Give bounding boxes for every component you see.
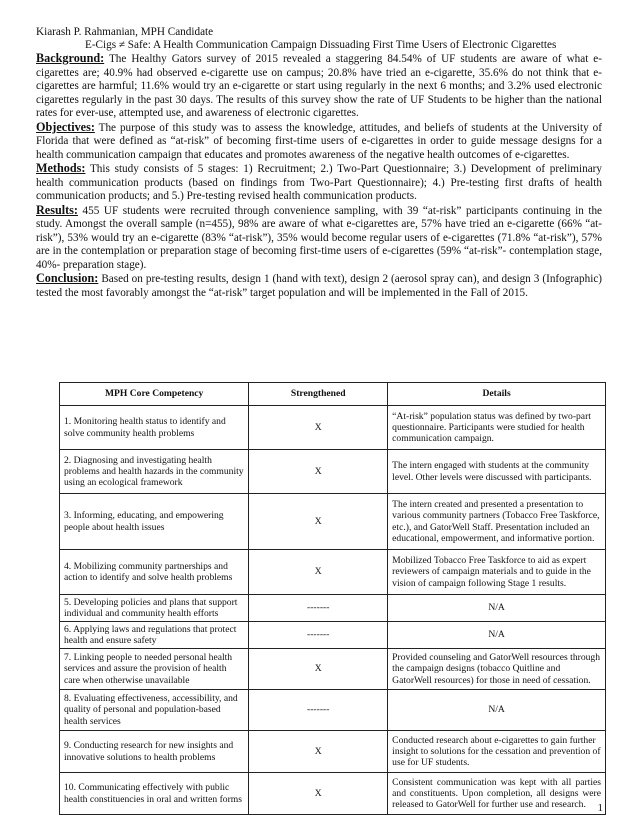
strengthened-cell: X	[249, 406, 388, 450]
results-label: Results:	[36, 202, 78, 217]
details-cell: N/A	[388, 690, 606, 731]
details-cell: The intern created and presented a presentation to various community partners (Tobacco Free Taskforce, etc.), and GatorWell Staff. Presentation included an educational, empowerment, and informative portion.	[388, 494, 606, 550]
strengthened-cell: X	[249, 494, 388, 550]
competency-cell: 8. Evaluating effectiveness, accessibility, and quality of personal and population-based health services	[60, 690, 249, 731]
details-cell: Consistent communication was kept with all parties and constituents. Upon completion, all designs were released to GatorWell for further use and research.	[388, 773, 606, 815]
strengthened-cell: X	[249, 773, 388, 815]
header-competency: MPH Core Competency	[60, 383, 249, 406]
strengthened-cell: X	[249, 731, 388, 773]
methods-label: Methods:	[36, 161, 86, 175]
background-text: The Healthy Gators survey of 2015 revealed a staggering 84.54% of UF students are aware of what e-cigarettes are; 40.9% had observed e-cigarette use on campus; 20.8% have tried an e-cigarette, 35.6% do not think that e-cigarettes are harmful; 11.6% would try an e-cigarette or start using regularly in the next 6 months; and 3.2% used electronic cigarettes regularly in the past 30 days. The results of this survey show the rate of UF Students to be higher than the national rates for ever-use, attempted use, and awareness of electronic cigarettes.	[36, 53, 602, 119]
competency-cell: 4. Mobilizing community partnerships and action to identify and solve health problems	[60, 550, 249, 595]
table-row	[60, 450, 606, 494]
conclusion-text: Based on pre-testing results, design 1 (hand with text), design 2 (aerosol spray can), and design 3 (Infographic) tested the most favorably amongst the “at-risk” target population and will be implemented in the Fall of 2015.	[36, 273, 603, 299]
competency-cell: 2. Diagnosing and investigating health problems and health hazards in the community using an ecological framework	[60, 450, 249, 494]
table-row	[60, 773, 606, 815]
table-row	[60, 731, 606, 773]
details-cell: “At-risk” population status was defined by two-part questionnaire. Participants were studied for health communication campaign.	[388, 406, 606, 450]
strengthened-cell: -------	[249, 622, 388, 649]
conclusion-paragraph	[36, 272, 602, 300]
table-row	[60, 690, 606, 731]
title-line: E-Cigs ≠ Safe: A Health Communication Campaign Dissuading First Time Users of Electronic Cigarettes	[85, 39, 557, 51]
strengthened-cell: X	[249, 550, 388, 595]
objectives-text: The purpose of this study was to assess the knowledge, attitudes, and beliefs of students at the University of Florida that were defined as “at-risk” of becoming first-time users of e-cigarettes in order to guide message designs for a health communication campaign that educates and promotes awareness of the negative health outcomes of e-cigarettes.	[36, 121, 602, 161]
details-cell: Provided counseling and GatorWell resources through the campaign designs (tobacco Quitline and GatorWell resources) for those in need of cessation.	[388, 649, 606, 690]
details-cell: N/A	[388, 595, 606, 622]
objectives-paragraph	[36, 121, 602, 163]
table-row	[60, 406, 606, 450]
strengthened-cell: X	[249, 450, 388, 494]
results-text: 455 UF students were recruited through convenience sampling, with 39 “at-risk” participants continuing in the study. Amongst the overall sample (n=455), 98% are aware of what e-cigarettes are, 57% have tried an e-cigarette (66% “at-risk”), 53% would try an e-cigarette (83% “at-risk”), 35% would become regular users of e-cigarettes (71.8% “at-risk”), 57% are in the contemplation or preparation stage of becoming first-time users of e-cigarettes (59% “at-risk”- contemplation stage, 40%- preparation stage).	[36, 204, 603, 271]
strengthened-cell: -------	[249, 595, 388, 622]
document-header	[36, 26, 556, 52]
table-row	[60, 595, 606, 622]
competency-cell: 6. Applying laws and regulations that protect health and ensure safety	[60, 622, 249, 649]
competency-cell: 1. Monitoring health status to identify and solve community health problems	[60, 406, 249, 450]
strengthened-cell: -------	[249, 690, 388, 731]
objectives-label: Objectives:	[36, 119, 95, 134]
table-row	[60, 622, 606, 649]
details-cell: Conducted research about e-cigarettes to gain further insight to solutions for the cessation and prevention of use for UF students.	[388, 731, 606, 773]
header-details: Details	[388, 383, 606, 406]
table-row	[60, 494, 606, 550]
conclusion-label: Conclusion:	[36, 271, 99, 285]
competency-cell: 10. Communicating effectively with public health constituencies in oral and written forms	[60, 773, 249, 815]
background-label: Background:	[36, 51, 105, 65]
page-number: 1	[597, 802, 603, 814]
methods-paragraph	[36, 162, 602, 204]
background-paragraph	[36, 52, 602, 121]
competency-cell: 5. Developing policies and plans that support individual and community health efforts	[60, 595, 249, 622]
methods-text: This study consists of 5 stages: 1) Recruitment; 2.) Two-Part Questionnaire; 3.) Development of preliminary health communication products (based on findings from Two-Part Questionnaire); 4.) Pre-testing first drafts of health communication products; and 5.) Pre-testing revised health communication products.	[36, 163, 602, 202]
competency-cell: 7. Linking people to needed personal health services and assure the provision of health care when otherwise unavailable	[60, 649, 249, 690]
details-cell: N/A	[388, 622, 606, 649]
competency-table	[59, 382, 606, 815]
abstract	[36, 52, 602, 300]
table-header-row	[60, 383, 606, 406]
header-strengthened: Strengthened	[249, 383, 388, 406]
table-row	[60, 550, 606, 595]
table-row	[60, 649, 606, 690]
details-cell: The intern engaged with students at the community level. Other levels were discussed with participants.	[388, 450, 606, 494]
details-cell: Mobilized Tobacco Free Taskforce to aid as expert reviewers of campaign materials and to guide in the vision of campaign following Stage 1 results.	[388, 550, 606, 595]
strengthened-cell: X	[249, 649, 388, 690]
results-paragraph	[36, 204, 602, 273]
competency-cell: 3. Informing, educating, and empowering people about health issues	[60, 494, 249, 550]
author-line: Kiarash P. Rahmanian, MPH Candidate	[36, 26, 214, 38]
competency-cell: 9. Conducting research for new insights and innovative solutions to health problems	[60, 731, 249, 773]
